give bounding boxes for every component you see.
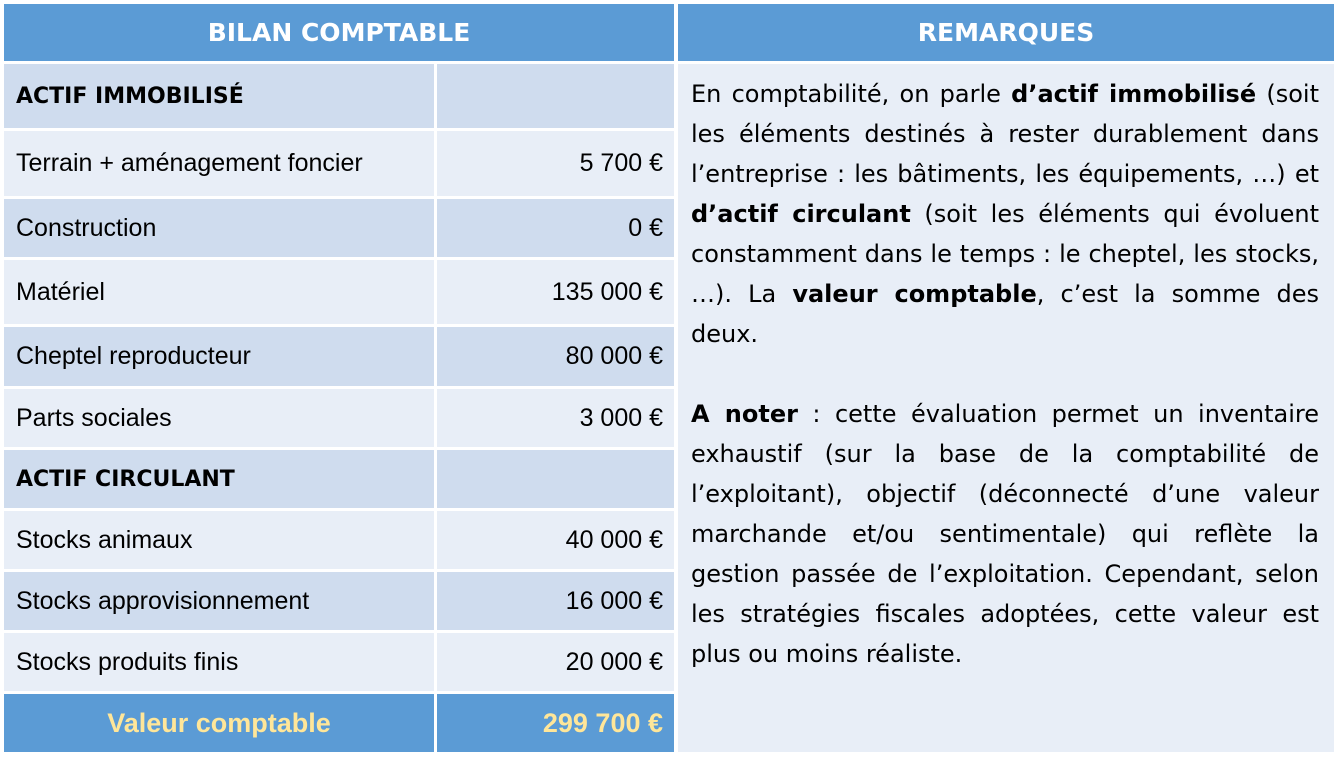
remarks-text-span: , c’est la somme des deux. [691,280,1319,348]
row-label: Terrain + aménagement foncier [4,131,434,196]
total-label: Valeur comptable [4,694,434,752]
table-header-bilan-comptable: BILAN COMPTABLE [4,4,674,61]
table-row [4,131,674,196]
row-value: 0 € [437,199,674,257]
value-cell [437,64,674,128]
row-value: 20 000 € [437,633,674,691]
total-row-valeur-comptable [4,694,674,752]
table-row [4,572,674,630]
term-actif-circulant: d’actif circulant [691,200,911,228]
table-row [4,199,674,257]
table-row [4,389,674,447]
value-cell [437,450,674,508]
row-label: Parts sociales [4,389,434,447]
table-row [4,511,674,569]
table-header-remarques: REMARQUES [678,4,1334,61]
section-label: ACTIF IMMOBILISÉ [4,64,434,128]
row-label: Stocks approvisionnement [4,572,434,630]
row-value: 135 000 € [437,260,674,324]
term-valeur-comptable: valeur comptable [792,280,1037,308]
row-value: 3 000 € [437,389,674,447]
remarks-text-span: : cette évaluation permet un inventaire exhaustif (sur la base de la comptabilité de l’exploitant), objectif (déconnecté d’une valeur marchande et/ou sentimentale) qui reflète la gestion passée de l’exploitation. Cependant, selon les stratégies fiscales adoptées, cette valeur est plus ou moins réaliste. [691,400,1319,668]
row-label: Cheptel reproducteur [4,327,434,386]
row-label: Construction [4,199,434,257]
note-label: A noter [691,400,798,428]
table-row [4,327,674,386]
section-label: ACTIF CIRCULANT [4,450,434,508]
section-row-actif-circulant [4,450,674,508]
total-value: 299 700 € [437,694,674,752]
remarks-paragraph-1 [691,74,1319,354]
row-label: Stocks animaux [4,511,434,569]
section-row-actif-immobilise [4,64,674,128]
row-value: 5 700 € [437,131,674,196]
row-label: Stocks produits finis [4,633,434,691]
remarks-panel [678,64,1334,752]
row-value: 80 000 € [437,327,674,386]
remarks-text [691,74,1319,674]
remarks-text-span: (soit les éléments qui évoluent constamment dans le temps : le cheptel, les stocks, …). La [691,200,1319,308]
table-row [4,633,674,691]
term-actif-immobilise: d’actif immobilisé [1011,80,1257,108]
remarks-text-span: En comptabilité, on parle [691,80,1012,108]
table-row [4,260,674,324]
row-label: Matériel [4,260,434,324]
row-value: 40 000 € [437,511,674,569]
row-value: 16 000 € [437,572,674,630]
remarks-paragraph-2 [691,394,1319,674]
remarks-text-span: (soit les éléments destinés à rester durablement dans l’entreprise : les bâtiments, les équipements, …) et [691,80,1319,188]
